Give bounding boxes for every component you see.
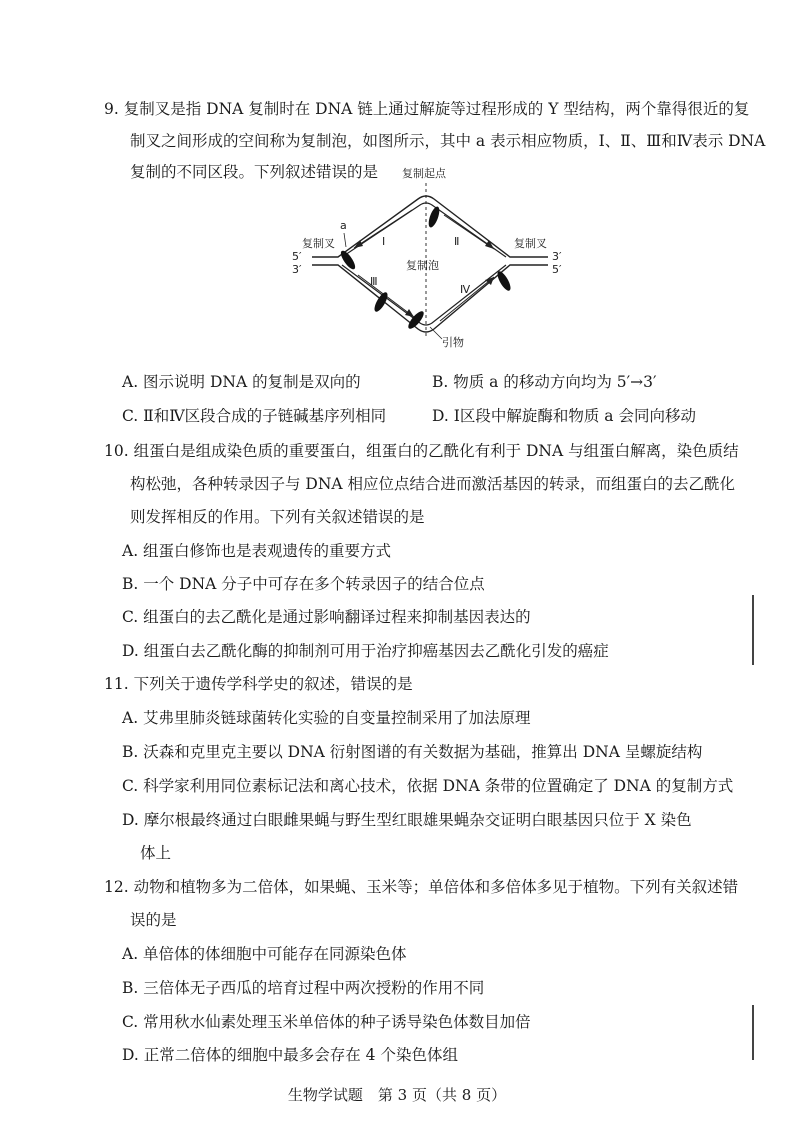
q10-option-d: D. 组蛋白去乙酰化酶的抑制剂可用于治疗抑癌基因去乙酰化引发的癌症 bbox=[122, 642, 609, 660]
q10-stem-line-1: 10. 组蛋白是组成染色质的重要蛋白，组蛋白的乙酰化有利于 DNA 与组蛋白解离，染色质结 bbox=[104, 442, 739, 460]
bubble-label: 复制泡 bbox=[406, 259, 439, 272]
q12-option-d: D. 正常二倍体的细胞中最多会存在 4 个染色体组 bbox=[122, 1046, 458, 1064]
left-fork-label: 复制叉 bbox=[302, 237, 335, 250]
q10-option-a: A. 组蛋白修饰也是表观遗传的重要方式 bbox=[122, 542, 392, 560]
segment-iv-label: Ⅳ bbox=[460, 283, 471, 296]
page-footer: 生物学试题 第 3 页（共 8 页） bbox=[287, 1086, 507, 1104]
right-top-end-label: 3′ bbox=[552, 250, 562, 263]
q10-stem-line-2: 构松弛，各种转录因子与 DNA 相应位点结合进而激活基因的转录，而组蛋白的去乙酰化 bbox=[130, 475, 736, 493]
segment-iii-label: Ⅲ bbox=[370, 275, 378, 288]
outer-strand-bottom bbox=[312, 265, 548, 332]
primer-label: 引物 bbox=[442, 336, 464, 349]
q9-stem-line-2: 制叉之间形成的空间称为复制泡，如图所示，其中 a 表示相应物质，Ⅰ、Ⅱ、Ⅲ和Ⅳ表示 DNA bbox=[130, 132, 766, 150]
segment-i-label: Ⅰ bbox=[382, 235, 386, 248]
q9-option-b: B. 物质 a 的移动方向均为 5′→3′ bbox=[432, 373, 657, 391]
segment-ii-label: Ⅱ bbox=[454, 235, 460, 248]
left-top-end-label: 5′ bbox=[292, 250, 302, 263]
q10-stem-line-3: 则发挥相反的作用。下列有关叙述错误的是 bbox=[130, 508, 425, 526]
q12-stem-line-2: 误的是 bbox=[130, 911, 177, 929]
q11-stem: 11. 下列关于遗传学科学史的叙述，错误的是 bbox=[104, 675, 413, 693]
enzyme-ellipse-right bbox=[495, 269, 513, 292]
q9-option-d: D. Ⅰ区段中解旋酶和物质 a 会同向移动 bbox=[432, 407, 696, 425]
a-label: a bbox=[340, 219, 347, 232]
q12-stem-line-1: 12. 动物和植物多为二倍体，如果蝇、玉米等；单倍体和多倍体多见于植物。下列有关叙述错 bbox=[104, 878, 739, 896]
q11-option-d: D. 摩尔根最终通过白眼雌果蝇与野生型红眼雄果蝇杂交证明白眼基因只位于 X 染色 bbox=[122, 811, 692, 829]
right-fork-label: 复制叉 bbox=[514, 237, 547, 250]
q12-option-b: B. 三倍体无子西瓜的培育过程中两次授粉的作用不同 bbox=[122, 979, 485, 997]
scan-edge-mark-1 bbox=[752, 595, 754, 665]
q9-option-c: C. Ⅱ和Ⅳ区段合成的子链碱基序列相同 bbox=[122, 407, 387, 425]
scan-edge-mark-2 bbox=[752, 1005, 754, 1060]
inner-strand-top bbox=[342, 203, 506, 257]
replication-bubble-diagram bbox=[280, 165, 580, 350]
inner-strand-bottom bbox=[342, 265, 506, 325]
enzyme-ellipse-top bbox=[426, 205, 441, 228]
q10-option-c: C. 组蛋白的去乙酰化是通过影响翻译过程来抑制基因表达的 bbox=[122, 608, 531, 626]
q9-option-a: A. 图示说明 DNA 的复制是双向的 bbox=[122, 373, 361, 391]
right-bottom-end-label: 5′ bbox=[552, 263, 562, 276]
q12-option-a: A. 单倍体的体细胞中可能存在同源染色体 bbox=[122, 945, 407, 963]
q9-stem-line-3: 复制的不同区段。下列叙述错误的是 bbox=[130, 163, 379, 181]
left-bottom-end-label: 3′ bbox=[292, 263, 302, 276]
q11-option-a: A. 艾弗里肺炎链球菌转化实验的自变量控制采用了加法原理 bbox=[122, 709, 531, 727]
q11-option-c: C. 科学家利用同位素标记法和离心技术，依据 DNA 条带的位置确定了 DNA 的复制方式 bbox=[122, 777, 734, 795]
segment-iii-arrowhead bbox=[405, 309, 414, 317]
q12-option-c: C. 常用秋水仙素处理玉米单倍体的种子诱导染色体数目加倍 bbox=[122, 1013, 531, 1031]
q9-stem-line-1: 9. 复制叉是指 DNA 复制时在 DNA 链上通过解旋等过程形成的 Y 型结构，两个靠得很近的复 bbox=[104, 100, 750, 118]
q11-option-d-continued: 体上 bbox=[140, 844, 172, 862]
origin-label: 复制起点 bbox=[402, 167, 446, 180]
q10-option-b: B. 一个 DNA 分子中可存在多个转录因子的结合位点 bbox=[122, 575, 485, 593]
q11-option-b: B. 沃森和克里克主要以 DNA 衍射图谱的有关数据为基础，推算出 DNA 呈螺旋结构 bbox=[122, 743, 703, 761]
primer-pointer-line bbox=[430, 327, 442, 339]
a-pointer-line bbox=[344, 233, 346, 247]
